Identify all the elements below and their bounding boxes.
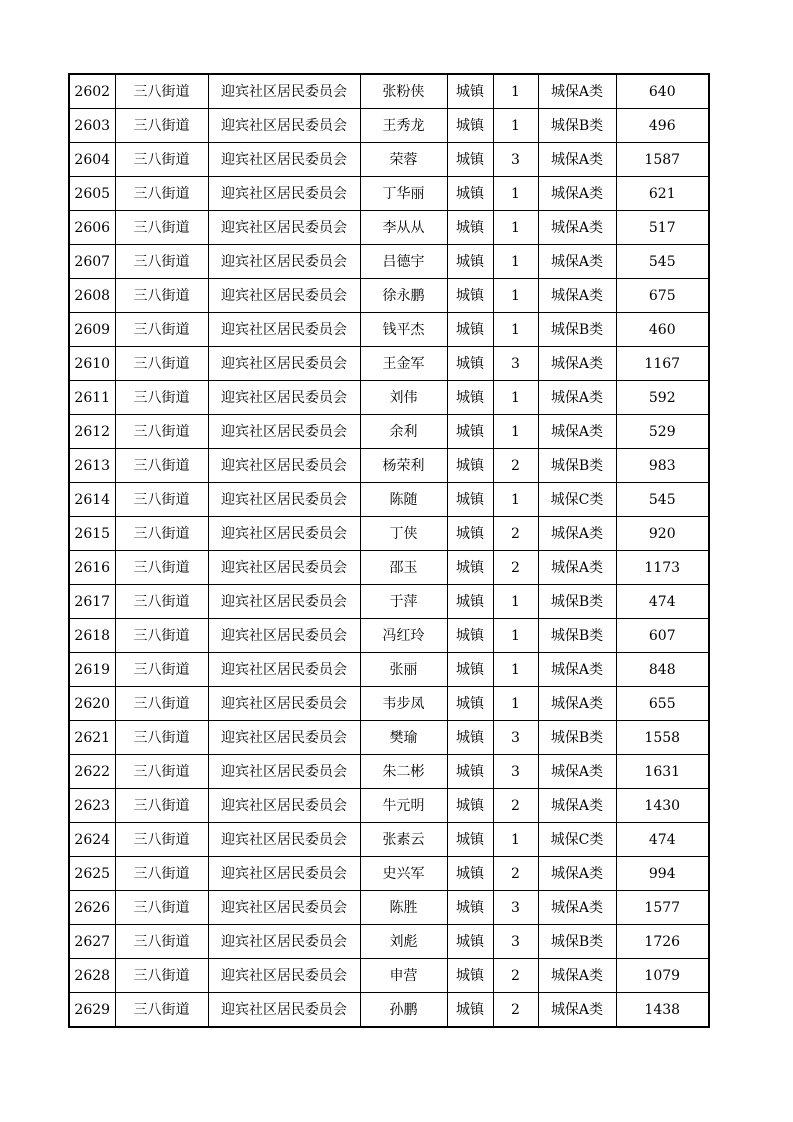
cell-street: 三八街道 bbox=[115, 415, 208, 449]
cell-category: 城保A类 bbox=[538, 279, 616, 313]
cell-community: 迎宾社区居民委员会 bbox=[208, 925, 360, 959]
cell-name: 刘彪 bbox=[360, 925, 447, 959]
cell-category: 城保B类 bbox=[538, 109, 616, 143]
table-row bbox=[69, 925, 709, 959]
cell-amount: 920 bbox=[616, 517, 709, 551]
cell-amount: 675 bbox=[616, 279, 709, 313]
cell-street: 三八街道 bbox=[115, 109, 208, 143]
cell-no: 2619 bbox=[69, 653, 115, 687]
cell-amount: 517 bbox=[616, 211, 709, 245]
cell-count: 1 bbox=[493, 687, 538, 721]
cell-name: 杨荣利 bbox=[360, 449, 447, 483]
cell-street: 三八街道 bbox=[115, 585, 208, 619]
cell-name: 吕德宇 bbox=[360, 245, 447, 279]
cell-type: 城镇 bbox=[447, 585, 493, 619]
cell-name: 刘伟 bbox=[360, 381, 447, 415]
table-row bbox=[69, 891, 709, 925]
cell-type: 城镇 bbox=[447, 925, 493, 959]
cell-count: 2 bbox=[493, 959, 538, 993]
cell-community: 迎宾社区居民委员会 bbox=[208, 143, 360, 177]
cell-no: 2621 bbox=[69, 721, 115, 755]
cell-amount: 1173 bbox=[616, 551, 709, 585]
cell-category: 城保A类 bbox=[538, 381, 616, 415]
cell-street: 三八街道 bbox=[115, 74, 208, 109]
cell-no: 2615 bbox=[69, 517, 115, 551]
cell-amount: 496 bbox=[616, 109, 709, 143]
cell-name: 朱二彬 bbox=[360, 755, 447, 789]
cell-street: 三八街道 bbox=[115, 789, 208, 823]
cell-name: 史兴军 bbox=[360, 857, 447, 891]
cell-amount: 640 bbox=[616, 74, 709, 109]
cell-count: 2 bbox=[493, 789, 538, 823]
cell-street: 三八街道 bbox=[115, 959, 208, 993]
cell-amount: 1558 bbox=[616, 721, 709, 755]
cell-name: 陈随 bbox=[360, 483, 447, 517]
cell-count: 1 bbox=[493, 483, 538, 517]
cell-category: 城保A类 bbox=[538, 993, 616, 1028]
cell-amount: 529 bbox=[616, 415, 709, 449]
cell-category: 城保A类 bbox=[538, 789, 616, 823]
cell-street: 三八街道 bbox=[115, 381, 208, 415]
cell-name: 王秀龙 bbox=[360, 109, 447, 143]
cell-category: 城保A类 bbox=[538, 857, 616, 891]
cell-name: 张丽 bbox=[360, 653, 447, 687]
cell-amount: 983 bbox=[616, 449, 709, 483]
cell-type: 城镇 bbox=[447, 74, 493, 109]
cell-community: 迎宾社区居民委员会 bbox=[208, 381, 360, 415]
cell-community: 迎宾社区居民委员会 bbox=[208, 211, 360, 245]
cell-type: 城镇 bbox=[447, 789, 493, 823]
cell-name: 樊瑜 bbox=[360, 721, 447, 755]
cell-type: 城镇 bbox=[447, 279, 493, 313]
cell-no: 2620 bbox=[69, 687, 115, 721]
cell-count: 3 bbox=[493, 925, 538, 959]
cell-amount: 655 bbox=[616, 687, 709, 721]
table-row bbox=[69, 959, 709, 993]
cell-community: 迎宾社区居民委员会 bbox=[208, 857, 360, 891]
cell-name: 孙鹏 bbox=[360, 993, 447, 1028]
cell-community: 迎宾社区居民委员会 bbox=[208, 619, 360, 653]
cell-name: 王金军 bbox=[360, 347, 447, 381]
data-table bbox=[68, 73, 710, 1028]
cell-no: 2604 bbox=[69, 143, 115, 177]
cell-category: 城保A类 bbox=[538, 517, 616, 551]
cell-category: 城保A类 bbox=[538, 415, 616, 449]
cell-name: 陈胜 bbox=[360, 891, 447, 925]
table-row bbox=[69, 619, 709, 653]
cell-amount: 1079 bbox=[616, 959, 709, 993]
cell-type: 城镇 bbox=[447, 891, 493, 925]
cell-community: 迎宾社区居民委员会 bbox=[208, 687, 360, 721]
cell-count: 1 bbox=[493, 313, 538, 347]
cell-community: 迎宾社区居民委员会 bbox=[208, 483, 360, 517]
cell-street: 三八街道 bbox=[115, 687, 208, 721]
cell-name: 韦步凤 bbox=[360, 687, 447, 721]
cell-no: 2610 bbox=[69, 347, 115, 381]
cell-name: 邵玉 bbox=[360, 551, 447, 585]
cell-count: 2 bbox=[493, 857, 538, 891]
cell-type: 城镇 bbox=[447, 313, 493, 347]
cell-community: 迎宾社区居民委员会 bbox=[208, 959, 360, 993]
cell-type: 城镇 bbox=[447, 619, 493, 653]
cell-name: 徐永鹏 bbox=[360, 279, 447, 313]
cell-category: 城保A类 bbox=[538, 211, 616, 245]
cell-category: 城保A类 bbox=[538, 959, 616, 993]
cell-count: 1 bbox=[493, 653, 538, 687]
cell-category: 城保C类 bbox=[538, 823, 616, 857]
cell-no: 2627 bbox=[69, 925, 115, 959]
cell-count: 1 bbox=[493, 177, 538, 211]
table-row bbox=[69, 789, 709, 823]
cell-type: 城镇 bbox=[447, 449, 493, 483]
cell-type: 城镇 bbox=[447, 721, 493, 755]
cell-no: 2611 bbox=[69, 381, 115, 415]
table-row bbox=[69, 993, 709, 1028]
cell-count: 1 bbox=[493, 109, 538, 143]
cell-community: 迎宾社区居民委员会 bbox=[208, 823, 360, 857]
cell-no: 2614 bbox=[69, 483, 115, 517]
cell-name: 钱平杰 bbox=[360, 313, 447, 347]
cell-category: 城保B类 bbox=[538, 721, 616, 755]
cell-street: 三八街道 bbox=[115, 211, 208, 245]
cell-no: 2608 bbox=[69, 279, 115, 313]
table-row bbox=[69, 517, 709, 551]
cell-category: 城保B类 bbox=[538, 619, 616, 653]
cell-no: 2616 bbox=[69, 551, 115, 585]
cell-name: 牛元明 bbox=[360, 789, 447, 823]
cell-type: 城镇 bbox=[447, 959, 493, 993]
cell-community: 迎宾社区居民委员会 bbox=[208, 755, 360, 789]
cell-type: 城镇 bbox=[447, 245, 493, 279]
table-row bbox=[69, 313, 709, 347]
cell-no: 2617 bbox=[69, 585, 115, 619]
cell-type: 城镇 bbox=[447, 143, 493, 177]
cell-amount: 1438 bbox=[616, 993, 709, 1028]
cell-amount: 1726 bbox=[616, 925, 709, 959]
table-row bbox=[69, 109, 709, 143]
cell-count: 3 bbox=[493, 143, 538, 177]
cell-count: 2 bbox=[493, 517, 538, 551]
cell-type: 城镇 bbox=[447, 381, 493, 415]
cell-no: 2625 bbox=[69, 857, 115, 891]
table-row bbox=[69, 415, 709, 449]
cell-community: 迎宾社区居民委员会 bbox=[208, 993, 360, 1028]
table-row bbox=[69, 585, 709, 619]
cell-amount: 1167 bbox=[616, 347, 709, 381]
cell-category: 城保A类 bbox=[538, 755, 616, 789]
cell-community: 迎宾社区居民委员会 bbox=[208, 415, 360, 449]
cell-name: 余利 bbox=[360, 415, 447, 449]
cell-category: 城保A类 bbox=[538, 245, 616, 279]
cell-community: 迎宾社区居民委员会 bbox=[208, 347, 360, 381]
cell-amount: 592 bbox=[616, 381, 709, 415]
cell-community: 迎宾社区居民委员会 bbox=[208, 585, 360, 619]
cell-category: 城保A类 bbox=[538, 551, 616, 585]
table-row bbox=[69, 653, 709, 687]
cell-no: 2624 bbox=[69, 823, 115, 857]
cell-category: 城保A类 bbox=[538, 653, 616, 687]
cell-name: 于萍 bbox=[360, 585, 447, 619]
cell-count: 1 bbox=[493, 619, 538, 653]
cell-category: 城保B类 bbox=[538, 585, 616, 619]
cell-street: 三八街道 bbox=[115, 653, 208, 687]
cell-street: 三八街道 bbox=[115, 517, 208, 551]
table-row bbox=[69, 755, 709, 789]
table-row bbox=[69, 211, 709, 245]
cell-amount: 460 bbox=[616, 313, 709, 347]
cell-no: 2628 bbox=[69, 959, 115, 993]
table-row bbox=[69, 74, 709, 109]
cell-count: 1 bbox=[493, 74, 538, 109]
cell-category: 城保C类 bbox=[538, 483, 616, 517]
table-row bbox=[69, 177, 709, 211]
cell-count: 2 bbox=[493, 449, 538, 483]
cell-type: 城镇 bbox=[447, 517, 493, 551]
cell-type: 城镇 bbox=[447, 551, 493, 585]
table-row bbox=[69, 483, 709, 517]
cell-type: 城镇 bbox=[447, 483, 493, 517]
cell-street: 三八街道 bbox=[115, 483, 208, 517]
cell-amount: 474 bbox=[616, 585, 709, 619]
cell-amount: 848 bbox=[616, 653, 709, 687]
cell-community: 迎宾社区居民委员会 bbox=[208, 891, 360, 925]
cell-type: 城镇 bbox=[447, 347, 493, 381]
cell-community: 迎宾社区居民委员会 bbox=[208, 279, 360, 313]
cell-street: 三八街道 bbox=[115, 925, 208, 959]
cell-amount: 1631 bbox=[616, 755, 709, 789]
cell-street: 三八街道 bbox=[115, 823, 208, 857]
cell-count: 3 bbox=[493, 891, 538, 925]
cell-type: 城镇 bbox=[447, 415, 493, 449]
cell-street: 三八街道 bbox=[115, 177, 208, 211]
cell-name: 丁侠 bbox=[360, 517, 447, 551]
cell-no: 2609 bbox=[69, 313, 115, 347]
cell-street: 三八街道 bbox=[115, 993, 208, 1028]
cell-type: 城镇 bbox=[447, 109, 493, 143]
table-body bbox=[69, 74, 709, 1027]
cell-amount: 545 bbox=[616, 245, 709, 279]
cell-community: 迎宾社区居民委员会 bbox=[208, 789, 360, 823]
cell-amount: 1577 bbox=[616, 891, 709, 925]
cell-type: 城镇 bbox=[447, 211, 493, 245]
cell-name: 张素云 bbox=[360, 823, 447, 857]
cell-street: 三八街道 bbox=[115, 279, 208, 313]
cell-community: 迎宾社区居民委员会 bbox=[208, 653, 360, 687]
cell-no: 2626 bbox=[69, 891, 115, 925]
cell-street: 三八街道 bbox=[115, 721, 208, 755]
cell-no: 2613 bbox=[69, 449, 115, 483]
cell-street: 三八街道 bbox=[115, 755, 208, 789]
table-row bbox=[69, 381, 709, 415]
cell-category: 城保B类 bbox=[538, 925, 616, 959]
cell-count: 3 bbox=[493, 721, 538, 755]
table-row bbox=[69, 857, 709, 891]
cell-amount: 545 bbox=[616, 483, 709, 517]
cell-amount: 607 bbox=[616, 619, 709, 653]
table-row bbox=[69, 449, 709, 483]
cell-no: 2602 bbox=[69, 74, 115, 109]
table-row bbox=[69, 551, 709, 585]
cell-amount: 1430 bbox=[616, 789, 709, 823]
table-row bbox=[69, 687, 709, 721]
cell-no: 2605 bbox=[69, 177, 115, 211]
cell-count: 3 bbox=[493, 755, 538, 789]
cell-street: 三八街道 bbox=[115, 449, 208, 483]
cell-name: 荣蓉 bbox=[360, 143, 447, 177]
cell-category: 城保A类 bbox=[538, 687, 616, 721]
cell-community: 迎宾社区居民委员会 bbox=[208, 449, 360, 483]
cell-amount: 1587 bbox=[616, 143, 709, 177]
cell-no: 2623 bbox=[69, 789, 115, 823]
cell-count: 1 bbox=[493, 211, 538, 245]
cell-street: 三八街道 bbox=[115, 619, 208, 653]
table-row bbox=[69, 279, 709, 313]
table-row bbox=[69, 143, 709, 177]
cell-community: 迎宾社区居民委员会 bbox=[208, 551, 360, 585]
cell-count: 1 bbox=[493, 823, 538, 857]
table-row bbox=[69, 721, 709, 755]
cell-no: 2603 bbox=[69, 109, 115, 143]
cell-category: 城保A类 bbox=[538, 74, 616, 109]
cell-type: 城镇 bbox=[447, 823, 493, 857]
cell-no: 2618 bbox=[69, 619, 115, 653]
cell-name: 李从从 bbox=[360, 211, 447, 245]
cell-category: 城保A类 bbox=[538, 891, 616, 925]
cell-community: 迎宾社区居民委员会 bbox=[208, 109, 360, 143]
cell-count: 1 bbox=[493, 279, 538, 313]
cell-count: 1 bbox=[493, 415, 538, 449]
cell-street: 三八街道 bbox=[115, 313, 208, 347]
cell-amount: 621 bbox=[616, 177, 709, 211]
cell-street: 三八街道 bbox=[115, 857, 208, 891]
cell-count: 1 bbox=[493, 585, 538, 619]
cell-type: 城镇 bbox=[447, 177, 493, 211]
cell-street: 三八街道 bbox=[115, 143, 208, 177]
cell-category: 城保B类 bbox=[538, 449, 616, 483]
table-row bbox=[69, 245, 709, 279]
cell-street: 三八街道 bbox=[115, 347, 208, 381]
cell-community: 迎宾社区居民委员会 bbox=[208, 313, 360, 347]
cell-community: 迎宾社区居民委员会 bbox=[208, 177, 360, 211]
cell-community: 迎宾社区居民委员会 bbox=[208, 74, 360, 109]
cell-type: 城镇 bbox=[447, 993, 493, 1028]
cell-amount: 474 bbox=[616, 823, 709, 857]
cell-category: 城保A类 bbox=[538, 143, 616, 177]
cell-street: 三八街道 bbox=[115, 245, 208, 279]
table-row bbox=[69, 823, 709, 857]
cell-community: 迎宾社区居民委员会 bbox=[208, 721, 360, 755]
cell-category: 城保A类 bbox=[538, 347, 616, 381]
cell-street: 三八街道 bbox=[115, 551, 208, 585]
cell-name: 张粉侠 bbox=[360, 74, 447, 109]
cell-count: 2 bbox=[493, 551, 538, 585]
table-row bbox=[69, 347, 709, 381]
cell-type: 城镇 bbox=[447, 687, 493, 721]
cell-category: 城保A类 bbox=[538, 177, 616, 211]
cell-no: 2612 bbox=[69, 415, 115, 449]
cell-name: 丁华丽 bbox=[360, 177, 447, 211]
cell-type: 城镇 bbox=[447, 755, 493, 789]
cell-count: 1 bbox=[493, 381, 538, 415]
cell-no: 2629 bbox=[69, 993, 115, 1028]
cell-no: 2606 bbox=[69, 211, 115, 245]
cell-amount: 994 bbox=[616, 857, 709, 891]
cell-name: 申营 bbox=[360, 959, 447, 993]
cell-type: 城镇 bbox=[447, 857, 493, 891]
cell-count: 1 bbox=[493, 245, 538, 279]
cell-name: 冯红玲 bbox=[360, 619, 447, 653]
cell-count: 2 bbox=[493, 993, 538, 1028]
cell-no: 2622 bbox=[69, 755, 115, 789]
cell-count: 3 bbox=[493, 347, 538, 381]
cell-category: 城保B类 bbox=[538, 313, 616, 347]
cell-street: 三八街道 bbox=[115, 891, 208, 925]
cell-community: 迎宾社区居民委员会 bbox=[208, 517, 360, 551]
cell-community: 迎宾社区居民委员会 bbox=[208, 245, 360, 279]
cell-type: 城镇 bbox=[447, 653, 493, 687]
cell-no: 2607 bbox=[69, 245, 115, 279]
